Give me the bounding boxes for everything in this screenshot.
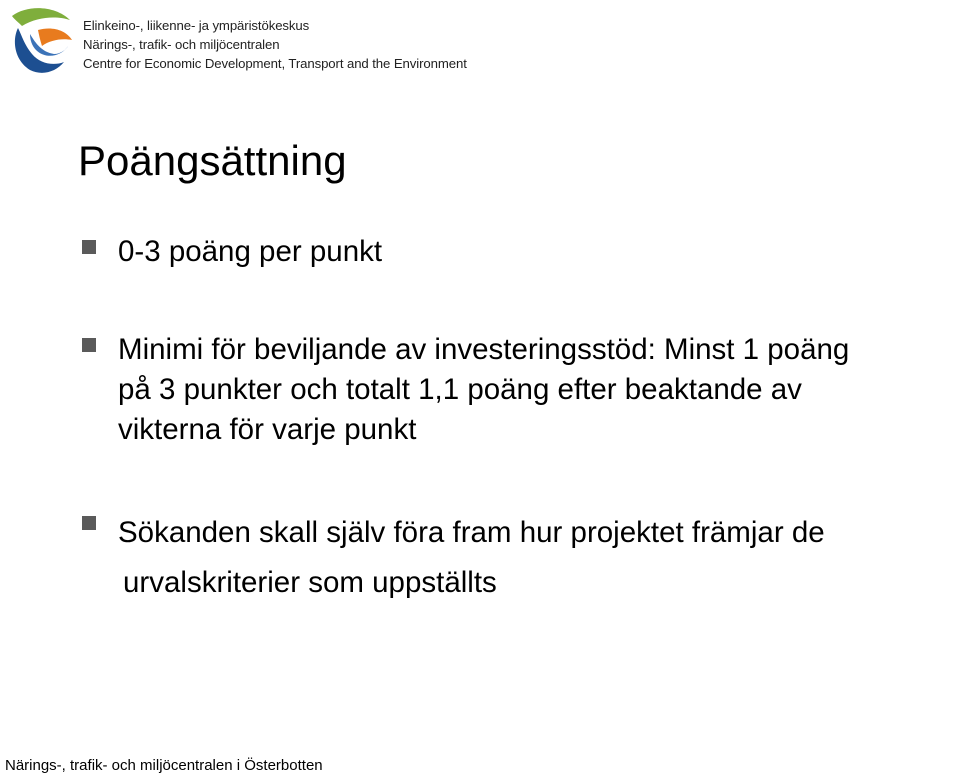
bullet-line: 0-3 poäng per punkt — [118, 235, 383, 268]
bullet-line: på 3 punkter och totalt 1,1 poäng efter beaktande av — [118, 373, 802, 406]
footer-text: Närings-, trafik- och miljöcentralen i Österbotten — [5, 757, 323, 774]
bullet-line: urvalskriterier som uppställts — [123, 566, 497, 599]
bullet-line: Sökanden skall själv föra fram hur projektet främjar de — [118, 516, 825, 549]
slide-title: Poängsättning — [78, 137, 347, 184]
square-bullet-icon — [82, 516, 96, 530]
org-name-english: Centre for Economic Development, Transport and the Environment — [83, 56, 467, 71]
bullet-text — [118, 330, 960, 450]
square-bullet-icon — [82, 338, 96, 352]
bullet-line: vikterna för varje punkt — [118, 413, 417, 446]
org-name-swedish: Närings-, trafik- och miljöcentralen — [83, 37, 280, 52]
square-bullet-icon — [82, 240, 96, 254]
bullet-text — [118, 508, 960, 608]
bullet-line: Minimi för beviljande av investeringsstöd: Minst 1 poäng — [118, 333, 850, 366]
bullet-text — [118, 232, 960, 272]
organization-name — [83, 16, 467, 73]
org-name-finnish: Elinkeino-, liikenne- ja ympäristökeskus — [83, 18, 310, 33]
header — [8, 4, 528, 76]
ely-centre-logo-icon — [8, 4, 74, 74]
